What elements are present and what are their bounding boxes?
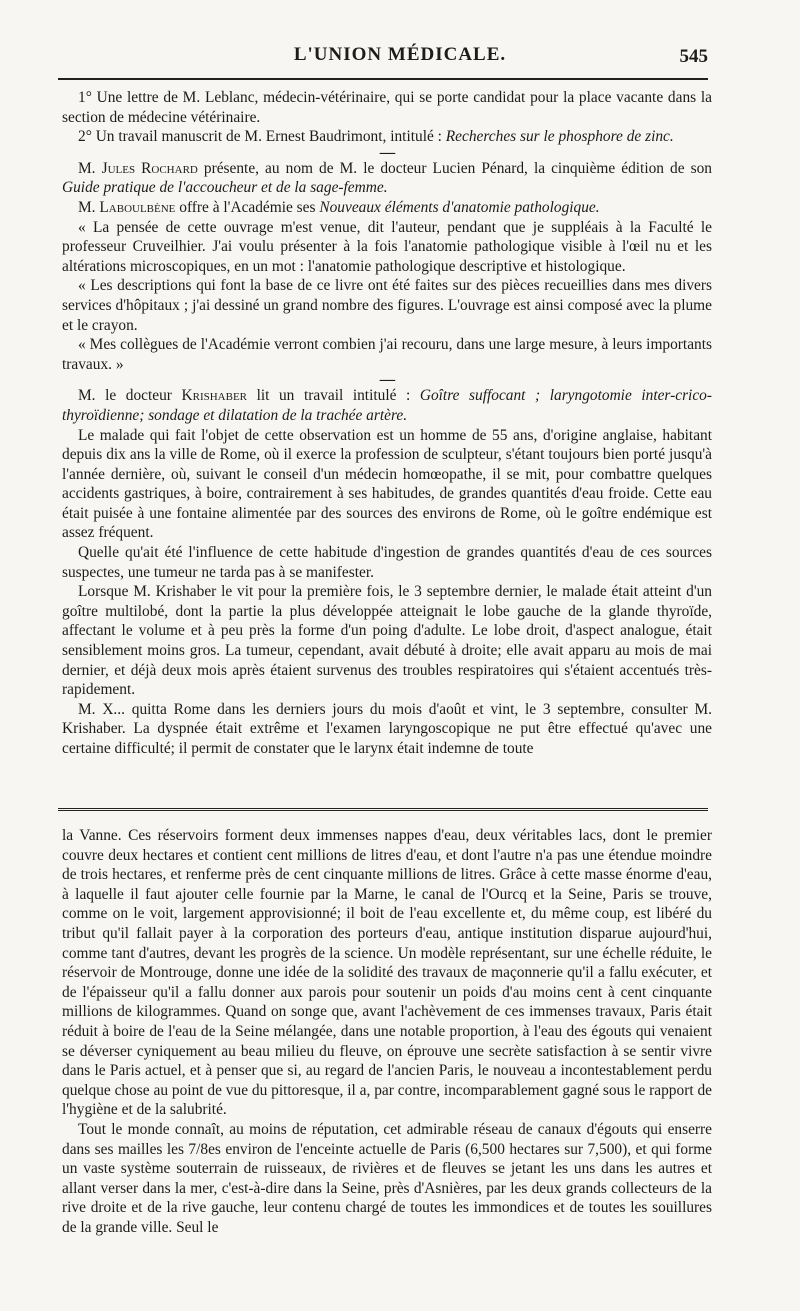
upper-column — [62, 88, 712, 759]
feuilleton-paragraph: Tout le monde connaît, au moins de réputation, cet admirable réseau de canaux d'égouts qui enserre dans ses mailles les 7/8es environ de l'enceinte actuelle de Paris (6,500 hectares sur 7,500), et qui forme un vaste système souterrain de ruisseaux, de rivières et de fleuves se jetant les uns dans les autres et allant verser dans la mer, c'est-à-dire dans la Seine, près d'Asnières, par les deux grands collecteurs de la rive droite et de la rive gauche, leur contenu chargé de toutes les immondices et de toutes les souillures de la grande ville. Seul le — [62, 1120, 712, 1236]
page-header — [0, 44, 800, 72]
body-paragraph: Quelle qu'ait été l'influence de cette habitude d'ingestion de grandes quantités d'eau de ces sources suspectes, une tumeur ne tarda pas à se manifester. — [62, 544, 712, 581]
book-title: Nouveaux éléments d'anatomie pathologique. — [319, 198, 600, 216]
author-name: Krishaber — [181, 387, 248, 405]
page-number: 545 — [679, 46, 708, 67]
feuilleton-paragraph: la Vanne. Ces réservoirs forment deux immenses nappes d'eau, deux véritables lacs, dont le premier couvre deux hectares et contient cent millions de litres d'eau, et dont l'autre n'a pas une étendue moindre de trois hectares, et renferme près de cent cinquante millions de litres. Grâce à cette masse énorme d'eau, à laquelle il faut ajouter celle fournie par la Marne, le canal de l'Ourcq et la Seine, Paris se trouve, comme on le voit, largement approvisionné; il boit de l'eau excellente et, du même coup, est libéré du tribut qu'il fallait payer à la corporation des porteurs d'eau, antique institution disparue aujourd'hui, comme tant d'autres, devant les progrès de la science. Un modèle représentant, sur une échelle réduite, le réservoir de Montrouge, donne une idée de la solidité des travaux de maçonnerie qu'il a fallu exécuter, et de l'épaisseur qu'il a fallu donner aux parois pour soutenir un poids d'au moins cent à cent cinquante millions de kilogrammes. Quand on songe que, avant l'achèvement de ces immenses travaux, Paris était réduit à boire de l'eau de la Seine mélangée, dans une notable proportion, à l'eau des égouts qui venaient se déverser cyniquement au beau milieu du fleuve, on éprouve une secrète satisfaction à se sentir vivre dans le Paris actuel, et à penser que si, au regard de l'ancien Paris, le nouveau a incontestablement perdu quelque chose au point de vue du pittoresque, il a, par contre, incomparablement gagné sous le rapport de l'hygiène et de la salubrité. — [62, 827, 712, 1119]
laboulbene-paragraph: M. Laboulbène offre à l'Académie ses Nouveaux éléments d'anatomie pathologique. — [78, 198, 600, 216]
krishaber-paragraph: M. le docteur Krishaber lit un travail intitulé : Goître suffocant ; laryngotomie inter-crico-thyroïdienne; sondage et dilatation de la trachée artère. — [62, 387, 712, 424]
quote-paragraph: « Mes collègues de l'Académie verront combien j'ai recouru, dans une large mesure, à leurs importants travaux. » — [62, 336, 712, 373]
author-name: Jules Rochard — [101, 159, 198, 177]
section-separator: — — [379, 143, 395, 161]
feuilleton-separator — [58, 808, 708, 814]
letter-item: 1° Une lettre de M. Leblanc, médecin-vétérinaire, qui se porte candidat pour la place vacante dans la section de médecine vétérinaire. — [62, 89, 712, 126]
body-paragraph: Le malade qui fait l'objet de cette observation est un homme de 55 ans, d'origine anglaise, habitant depuis dix ans la ville de Rome, où il exerce la profession de sculpteur, s'étant toujours bien porté jusqu'à l'année dernière, où, suivant le conseil d'un médecin homœopathe, il se mit, pour combattre quelques accidents gastriques, à boire, contrairement à ses habitudes, de grandes quantités d'eau froide. Cette eau était puisée à une fontaine alimentée par des sources des environs de Rome, où le goître endémique est assez fréquent. — [62, 426, 712, 542]
body-paragraph: Lorsque M. Krishaber le vit pour la première fois, le 3 septembre dernier, le malade était atteint d'un goître multilobé, dont la partie la plus développée atteignait le lobe gauche de la glande thyroïde, affectant le volume et à peu près la forme d'un poing d'adulte. Le lobe droit, d'aspect analogue, était sensiblement moins gros. La tumeur, cependant, avait débuté à droite; elle avait apparu au mois de mai dernier, et déjà deux mois après étaient survenus des troubles respiratoires qui s'étaient accentués très-rapidement. — [62, 583, 712, 699]
manuscript-item: 2° Un travail manuscrit de M. Ernest Baudrimont, intitulé : Recherches sur le phosphore de zinc. — [78, 128, 674, 146]
quote-paragraph: « La pensée de cette ouvrage m'est venue, dit l'auteur, pendant que je suppléais à la Faculté le professeur Cruveilhier. J'ai voulu présenter à la fois l'anatomie pathologique visible à l'œil nu et les altérations microscopiques, en un mot : l'anatomie pathologique descriptive et histologique. — [62, 218, 712, 275]
section-separator: — — [379, 371, 395, 389]
author-name: Laboulbène — [99, 198, 176, 216]
paper-title: Goître suffocant ; laryngotomie inter-crico-thyroïdienne; sondage et dilatation de la trachée artère. — [62, 387, 712, 424]
feuilleton-column — [62, 826, 712, 1237]
header-rule — [58, 78, 708, 80]
quote-paragraph: « Les descriptions qui font la base de ce livre ont été faites sur des pièces recueillies dans mes divers services d'hôpitaux ; j'ai dessiné un grand nombre des figures. L'ouvrage est ainsi composé avec la plume et le crayon. — [62, 277, 712, 334]
book-title: Guide pratique de l'accoucheur et de la sage-femme. — [62, 179, 388, 197]
body-paragraph: M. X... quitta Rome dans les derniers jours du mois d'août et vint, le 3 septembre, consulter M. Krishaber. La dyspnée était extrême et l'examen laryngoscopique ne put être effectué qu'avec une certaine difficulté; il permit de constater que le larynx était indemne de toute — [62, 700, 712, 757]
running-title: L'UNION MÉDICALE. — [293, 44, 507, 65]
rochard-paragraph: M. Jules Rochard présente, au nom de M. le docteur Lucien Pénard, la cinquième édition de son Guide pratique de l'accoucheur et de la sage-femme. — [62, 159, 712, 197]
